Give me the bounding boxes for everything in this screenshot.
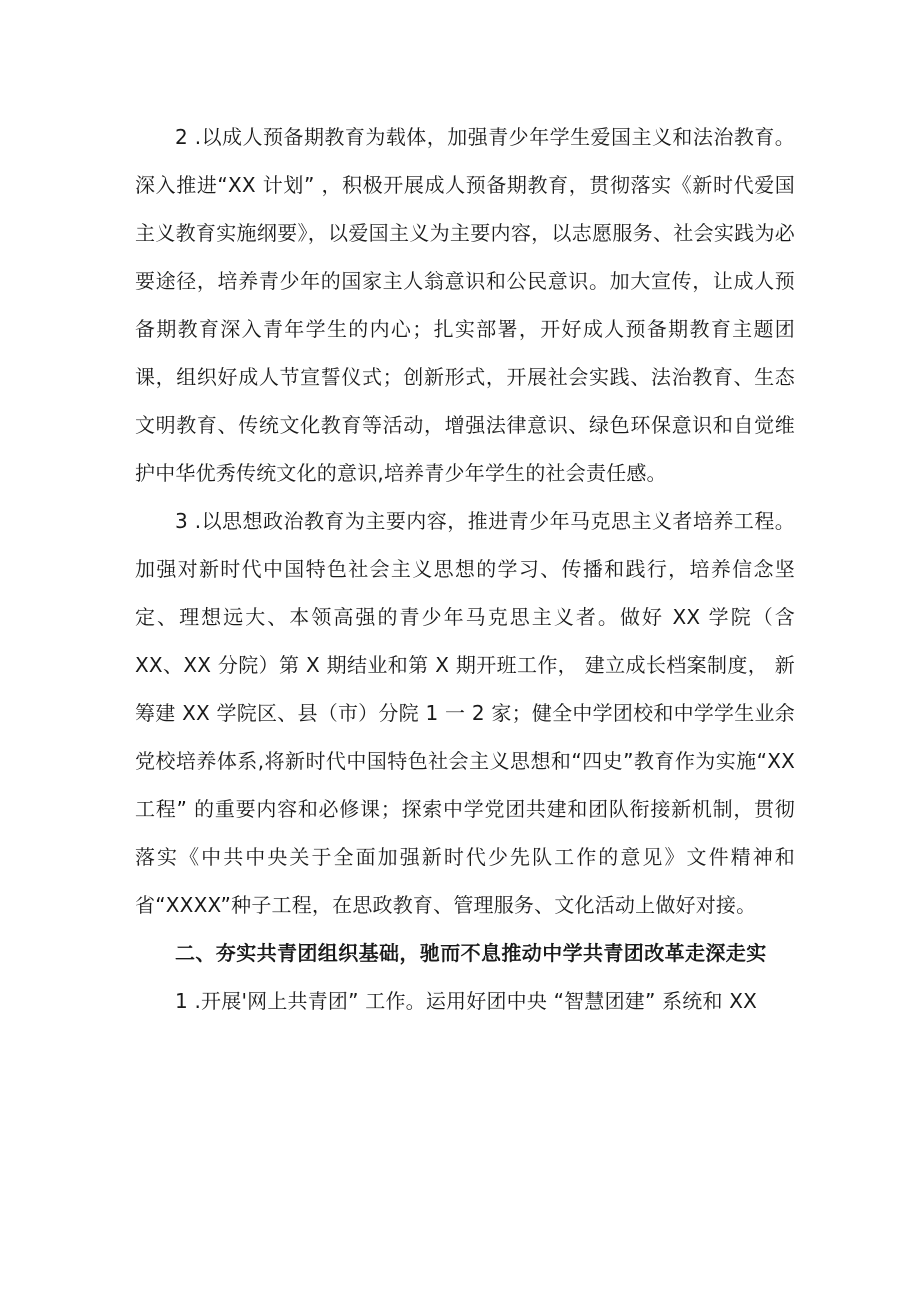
paragraph-item-2: 2 .以成人预备期教育为载体，加强青少年学生爱国主义和法治教育。深入推进“XX 计划” ，积极开展成人预备期教育，贯彻落实《新时代爱国主义教育实施纲要》，以爱国主义为主要内容，以志愿服务、社会实践为必要途径，培养青少年的国家主人翁意识和公民意识。加大宣传，让成人预备期教育深入青年学生的内心；扎实部署，开好成人预备期教育主题团课，组织好成人节宣誓仪式；创新形式，开展社会实践、法治教育、生态文明教育、传统文化教育等活动，增强法律意识、绿色环保意识和自觉维护中华优秀传统文化的意识,培养青少年学生的社会责任感。 [135, 125, 795, 485]
paragraph-item-3: 3 .以思想政治教育为主要内容，推进青少年马克思主义者培养工程。加强对新时代中国特色社会主义思想的学习、传播和践行，培养信念坚定、理想远大、本领高强的青少年马克思主义者。做好 XX 学院（含 XX、XX 分院）第 X 期结业和第 X 期开班工作， 建立成长档案制度， 新筹建 XX 学院区、县（市）分院 1 一 2 家；健全中学团校和中学学生业余党校培养体系,将新时代中国特色社会主义思想和“四史”教育作为实施“XX 工程” 的重要内容和必修课；探索中学党团共建和团队衔接新机制，贯彻落实《中共中央关于全面加强新时代少先队工作的意见》文件精神和省“XXXX”种子工程，在思政教育、管理服务、文化活动上做好对接。 [135, 509, 795, 917]
paragraph-item-1: 1 .开展'网上共青团” 工作。运用好团中央 “智慧团建” 系统和 XX [175, 989, 758, 1013]
document-body [135, 113, 795, 1025]
section-heading-2: 二、夯实共青团组织基础，驰而不息推动中学共青团改革走深走实 [175, 941, 767, 965]
